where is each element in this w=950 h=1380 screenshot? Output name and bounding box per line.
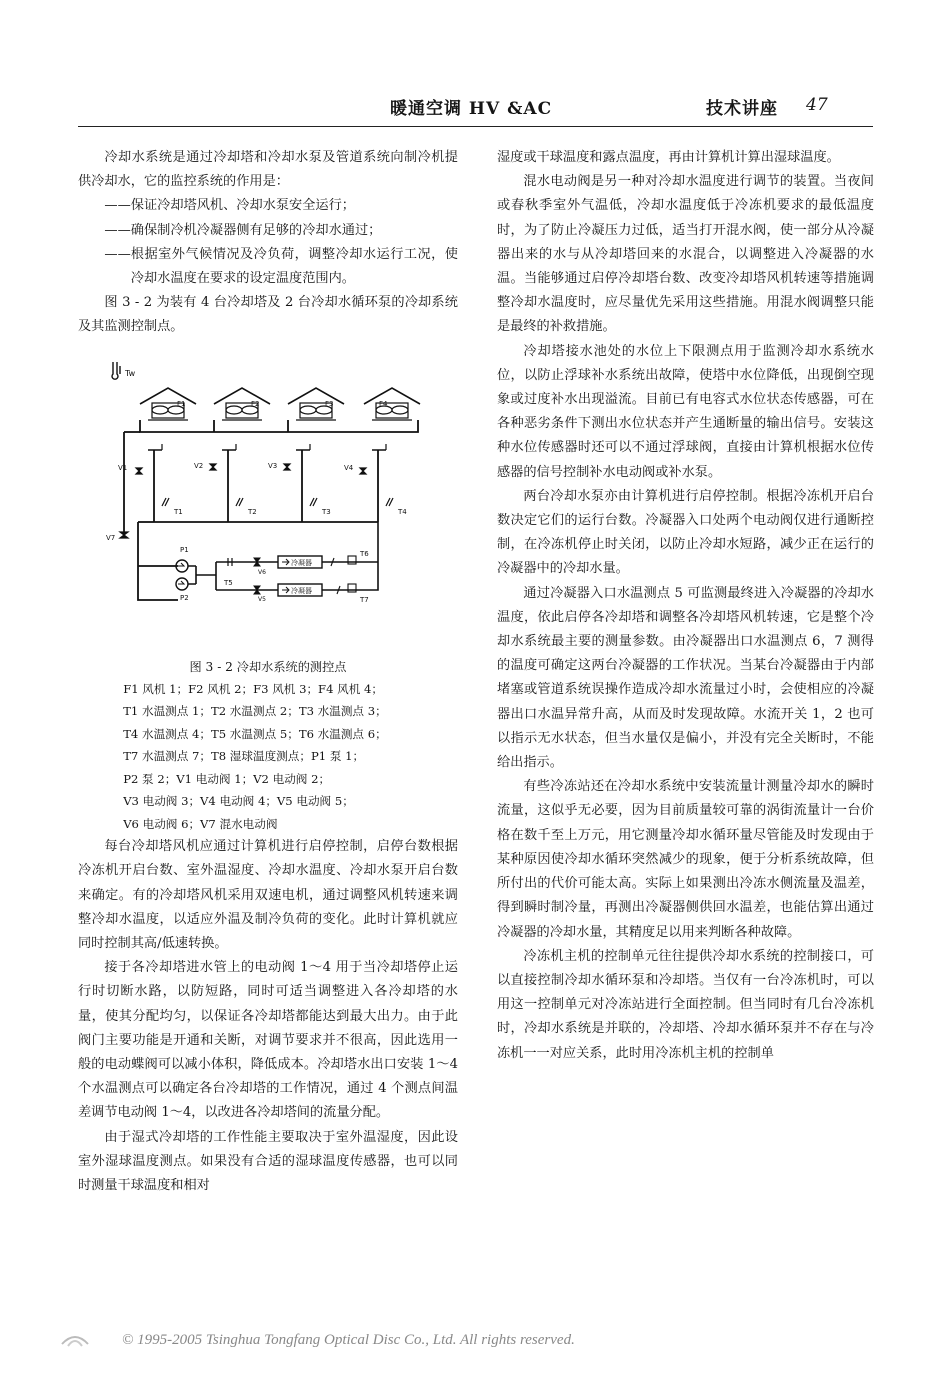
legend-line: T7 水温测点 7；T8 湿球温度测点；P1 泵 1； (123, 749, 365, 764)
intro-paragraph: 冷却水系统是通过冷却塔和冷却水泵及管道系统向制冷机提供冷却水，它的监控系统的作用是： (78, 150, 458, 190)
publisher-logo-icon (58, 1328, 92, 1352)
body-paragraph: 通过冷凝器入口水温测点 5 可监测最终进入冷凝器的冷却水温度，依此启停各冷却塔和调整各冷却塔风机转速，它是整个冷却水系统最主要的测量参数。由冷凝器出口水温测点 6，7 测得的温度可确定这两台冷凝器的工作状况。当某台冷凝器由于内部堵塞或管道系统误操作造成冷却水流量过小时，会使相应的冷凝器出口水温异常升高，从而及时发现故障。水流开关 1，2 也可以指示无水状态，但当水量仅是偏小，并没有完全关断时，不能给出指示。 (497, 585, 874, 771)
copyright-notice: © 1995-2005 Tsinghua Tongfang Optical Disc Co., Ltd. All rights reserved. (122, 1332, 575, 1348)
figure-caption: 图 3 - 2 冷却水系统的测控点 (189, 659, 347, 674)
body-paragraph: 冷却塔接水池处的水位上下限测点用于监测冷却水系统水位，以防止浮球补水系统出故障，使塔中水位降低，出现倒空现象或过度补水出现溢流。目前已有电容式水位状态传感器，可在各种恶劣条件下测出水位状态并产生通断量的输出信号。安装这种水位传感器时还可以不通过浮球阀，直接由计算机根据水位传感器的信号控制补水电动阀或补水泵。 (497, 343, 874, 480)
valve-label-4: V4 (344, 463, 354, 472)
cooling-tower-3 (288, 388, 344, 420)
body-paragraph: 湿度或干球温度和露点温度，再由计算机计算出湿球温度。 (497, 150, 840, 165)
page-number: 47 (806, 95, 828, 115)
journal-title: 暖通空调 HV &AC (390, 99, 553, 119)
valve-label-7: V7 (106, 533, 116, 542)
condenser-label-2: 冷凝器 (291, 586, 312, 595)
legend-line: P2 泵 2；V1 电动阀 1；V2 电动阀 2； (123, 771, 331, 786)
sensor-label-2: T2 (248, 507, 257, 516)
section-title: 技术讲座 (706, 99, 778, 119)
right-column (497, 146, 874, 1066)
valve-label-5: V5 (258, 595, 266, 603)
wet-bulb-sensor-icon (112, 362, 120, 379)
left-column (78, 146, 458, 1198)
sensor-label-1: T1 (174, 507, 183, 516)
pump-2 (176, 578, 188, 590)
valve-label-3: V3 (268, 461, 278, 470)
body-paragraph: 每台冷却塔风机应通过计算机进行启停控制，启停台数根据冷冻机开启台数、室外温湿度、冷却水温度、冷却水泵开启台数来确定。有的冷却塔风机采用双速电机，通过调整风机转速来调整冷却水温度，以适应外温及制冷负荷的变化。此时计算机就应同时控制其高/低速转换。 (78, 839, 458, 951)
body-paragraph: 混水电动阀是另一种对冷却水温度进行调节的装置。当夜间或春秋季室外气温低，冷却水温度低于冷冻机要求的最低温度时，为了防止冷凝压力过低，适当打开混水阀，使一部分从冷凝器出来的水与从冷却塔回来的水混合，以调整进入冷凝器的水温。当能够通过启停冷却塔台数、改变冷却塔风机转速等措施调整冷却水温度时，应尽量优先采用这些措施。用混水阀调整只能是最终的补救措施。 (497, 174, 874, 335)
tw-label: Tw (125, 368, 136, 378)
bullet-item: —— 保证冷却塔风机、冷却水泵安全运行； (78, 194, 458, 218)
sensor-label-4: T4 (398, 507, 407, 516)
fan-label-3: F3 (325, 399, 334, 408)
valve-label-1: V1 (118, 463, 128, 472)
body-paragraph: 两台冷却水泵亦由计算机进行启停控制。根据冷冻机开启台数决定它们的运行台数。冷凝器入口处两个电动阀仅进行通断控制，在冷冻机停止时关闭，以防止冷却水短路，减少正在运行的冷凝器中的冷却水量。 (497, 488, 874, 577)
page-header (78, 92, 873, 127)
fan-label-4: F4 (379, 399, 388, 408)
fan-label-2: F2 (251, 399, 260, 408)
sensor-label-7: T7 (360, 595, 369, 604)
pump-label-2: P2 (180, 593, 189, 602)
sensor-label-5: T5 (224, 578, 233, 587)
body-paragraph: 由于湿式冷却塔的工作性能主要取决于室外温湿度，因此设室外湿球温度测点。如果没有合适的湿球温度传感器，也可以同时测量干球温度和相对 (78, 1129, 458, 1193)
legend-line: V6 电动阀 6；V7 混水电动阀 (123, 816, 278, 831)
cooling-system-diagram (78, 344, 458, 656)
figure-intro: 图 3 - 2 为装有 4 台冷却塔及 2 台冷却水循环泵的冷却系统及其监测控制点。 (78, 295, 458, 335)
sensor-label-3: T3 (322, 507, 331, 516)
condenser-label-1: 冷凝器 (291, 558, 312, 567)
legend-line: F1 风机 1；F2 风机 2；F3 风机 3；F4 风机 4； (123, 681, 383, 696)
bullet-item: —— 根据室外气候情况及冷负荷，调整冷却水运行工况，使冷却水温度在要求的设定温度范围内。 (78, 243, 458, 291)
legend-line: T1 水温测点 1；T2 水温测点 2；T3 水温测点 3； (123, 704, 387, 719)
pump-label-1: P1 (180, 545, 189, 554)
body-paragraph: 冷冻机主机的控制单元往往提供冷却水系统的控制接口，可以直接控制冷却水循环泵和冷却塔。当仅有一台冷冻机时，可以用这一控制单元对冷冻站进行全面控制。但当同时有几台冷冻机时，冷却水系统是并联的，冷却塔、冷却水循环泵并不存在与冷冻机一一对应关系，此时用冷冻机主机的控制单 (497, 948, 874, 1061)
legend-line: V3 电动阀 3；V4 电动阀 4；V5 电动阀 5； (123, 794, 354, 809)
bullet-item: —— 确保制冷机冷凝器侧有足够的冷却水通过； (78, 219, 458, 243)
cooling-tower-1 (140, 388, 196, 420)
sensor-label-6: T6 (360, 549, 369, 558)
body-paragraph: 有些冷冻站还在冷却水系统中安装流量计测量冷却水的瞬时流量，这似乎无必要，因为目前质量较可靠的涡街流量计一台价格在数千至上万元，用它测量冷却水循环量尽管能及时发现由于某种原因使冷却水循环突然减少的现象，便于分析系统故障，但所付出的代价可能太高。实际上如果测出冷冻水侧流量及温差，得到瞬时制冷量，再测出冷凝器侧供回水温差，也能估算出通过冷凝器的冷却水量，其精度足以用来判断各种故障。 (497, 779, 874, 940)
cooling-tower-4 (364, 388, 420, 420)
valve-label-6: V6 (258, 568, 266, 576)
page-footer (58, 1328, 878, 1358)
legend-line: T4 水温测点 4；T5 水温测点 5；T6 水温测点 6； (123, 726, 387, 741)
cooling-tower-2 (214, 388, 270, 420)
valve-label-2: V2 (194, 461, 204, 470)
fan-label-1: F1 (177, 399, 186, 408)
body-paragraph: 接于各冷却塔进水管上的电动阀 1～4 用于当冷却塔停止运行时切断水路，以防短路，同时可适当调整进入各冷却塔的水量，使其分配均匀，以保证各冷却塔都能达到最大出力。由于此阀门主要功能是开通和关断，对调节要求并不很高，因此选用一般的电动蝶阀可以减小体积，降低成本。冷却塔水出口安装 1～4 个水温测点可以确定各台冷却塔的工作情况，通过 4 个测点间温差调节电动阀 1～4，以改进各冷却塔间的流量分配。 (78, 960, 458, 1121)
